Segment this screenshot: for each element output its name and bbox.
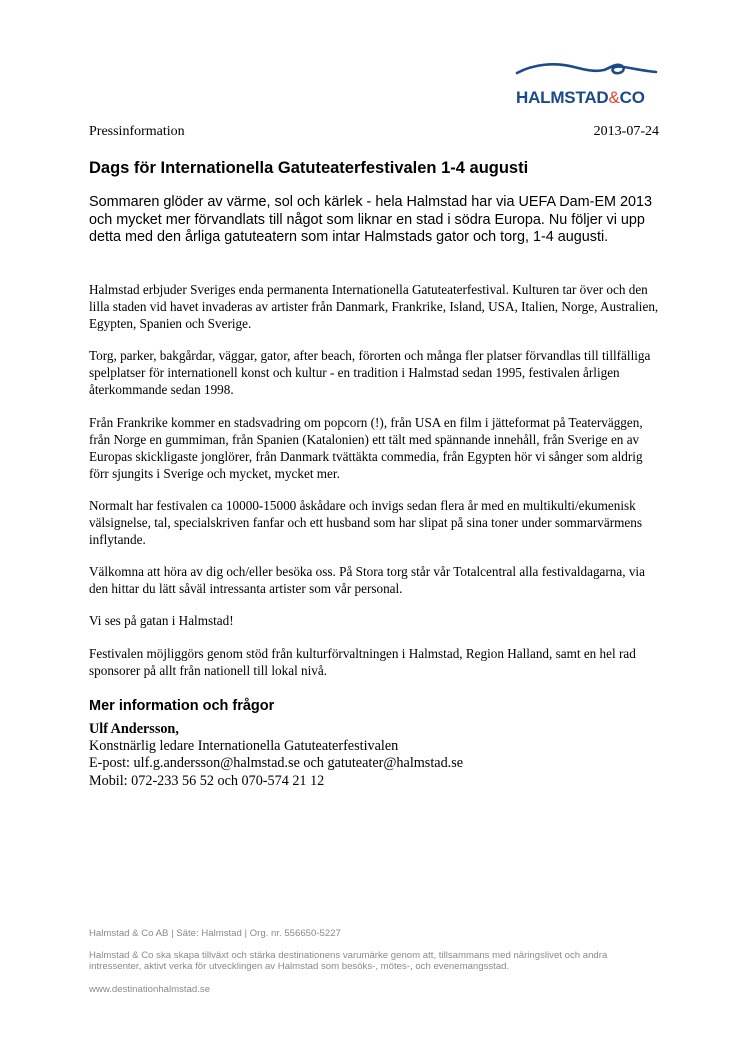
body-paragraph: Torg, parker, bakgårdar, väggar, gator, after beach, förorten och många fler platser förvandlas till tillfälliga spelplatser för internationell konst och kultur - en tradition i Halmstad sedan 1995, festivalen årligen återkommande sedan 1998. (89, 348, 651, 398)
lead-paragraph: Sommaren glöder av värme, sol och kärlek - hela Halmstad har via UEFA Dam-EM 2013 och mycket mer förvandlats till något som liknar en stad i södra Europa. Nu följer vi upp detta med den årliga gatuteatern som intar Halmstads gator och torg, 1-4 augusti. (89, 194, 653, 246)
footer (89, 928, 649, 1006)
contact-role: Konstnärlig ledare Internationella Gatuteaterfestivalen (89, 738, 399, 755)
footer-website: www.destinationhalmstad.se (89, 983, 211, 995)
body-paragraph: Vi ses på gatan i Halmstad! (89, 613, 234, 629)
contact-name: Ulf Andersson, (89, 721, 179, 737)
body-paragraph: Normalt har festivalen ca 10000-15000 åskådare och invigs sedan flera år med en multikulti/ekumenisk välsignelse, tal, specialskriven fanfar och ett husband som har slipat på sina toner under sommarvärmens inflytande. (89, 497, 642, 548)
logo-name: HALMSTAD (516, 88, 609, 107)
contact-section (89, 698, 664, 790)
wave-icon (514, 58, 659, 88)
header-row (89, 124, 659, 140)
body-paragraph: Från Frankrike kommer en stadsvadring om popcorn (!), från USA en film i jätteformat på Teaterväggen, från Norge en gummiman, från Spanien (Katalonien) ett tält med spännande innehåll, från Sverige en av Europas skickligaste jonglörer, från Danmark tvättäkta commedia, från Egypten hör vi sånger som aldrig förr sjungits i Sverige och mycket, mycket mer. (89, 414, 643, 481)
logo-ampersand: & (608, 88, 620, 107)
contact-heading: Mer information och frågor (89, 698, 275, 714)
contact-phone: Mobil: 072-233 56 52 och 070-574 21 12 (89, 772, 325, 789)
body-text (89, 281, 664, 694)
footer-mission: Halmstad & Co ska skapa tillväxt och stärka destinationens varumärke genom att, tillsammans med näringslivet och andra intressenter, aktivt verka för utvecklingen av Halmstad som besöks-, mötes-, och evenemangsstad. (89, 950, 608, 973)
halmstad-co-logo (514, 58, 659, 108)
document-date: 2013-07-24 (593, 124, 659, 139)
footer-company-info: Halmstad & Co AB | Säte: Halmstad | Org. nr. 556650-5227 (89, 928, 341, 939)
logo-co: CO (619, 88, 645, 107)
contact-email: E-post: ulf.g.andersson@halmstad.se och gatuteater@halmstad.se (89, 755, 464, 772)
document-type-label: Pressinformation (89, 124, 185, 139)
body-paragraph: Välkomna att höra av dig och/eller besöka oss. På Stora torg står vår Totalcentral alla festivaldagarna, via den hittar du lätt såväl intressanta artister som vår personal. (89, 564, 645, 597)
body-paragraph: Halmstad erbjuder Sveriges enda permanenta Internationella Gatuteaterfestival. Kulturen tar över och den lilla staden vid havet invaderas av artister från Danmark, Frankrike, Island, USA, Italien, Norge, Australien, Egypten, Spanien och Sverige. (89, 282, 659, 332)
document-title: Dags för Internationella Gatuteaterfestivalen 1-4 augusti (89, 159, 529, 177)
body-paragraph: Festivalen möjliggörs genom stöd från kulturförvaltningen i Halmstad, Region Halland, samt en hel rad sponsorer på allt från nationell till lokal nivå. (89, 645, 636, 678)
logo-wordmark (516, 88, 645, 108)
